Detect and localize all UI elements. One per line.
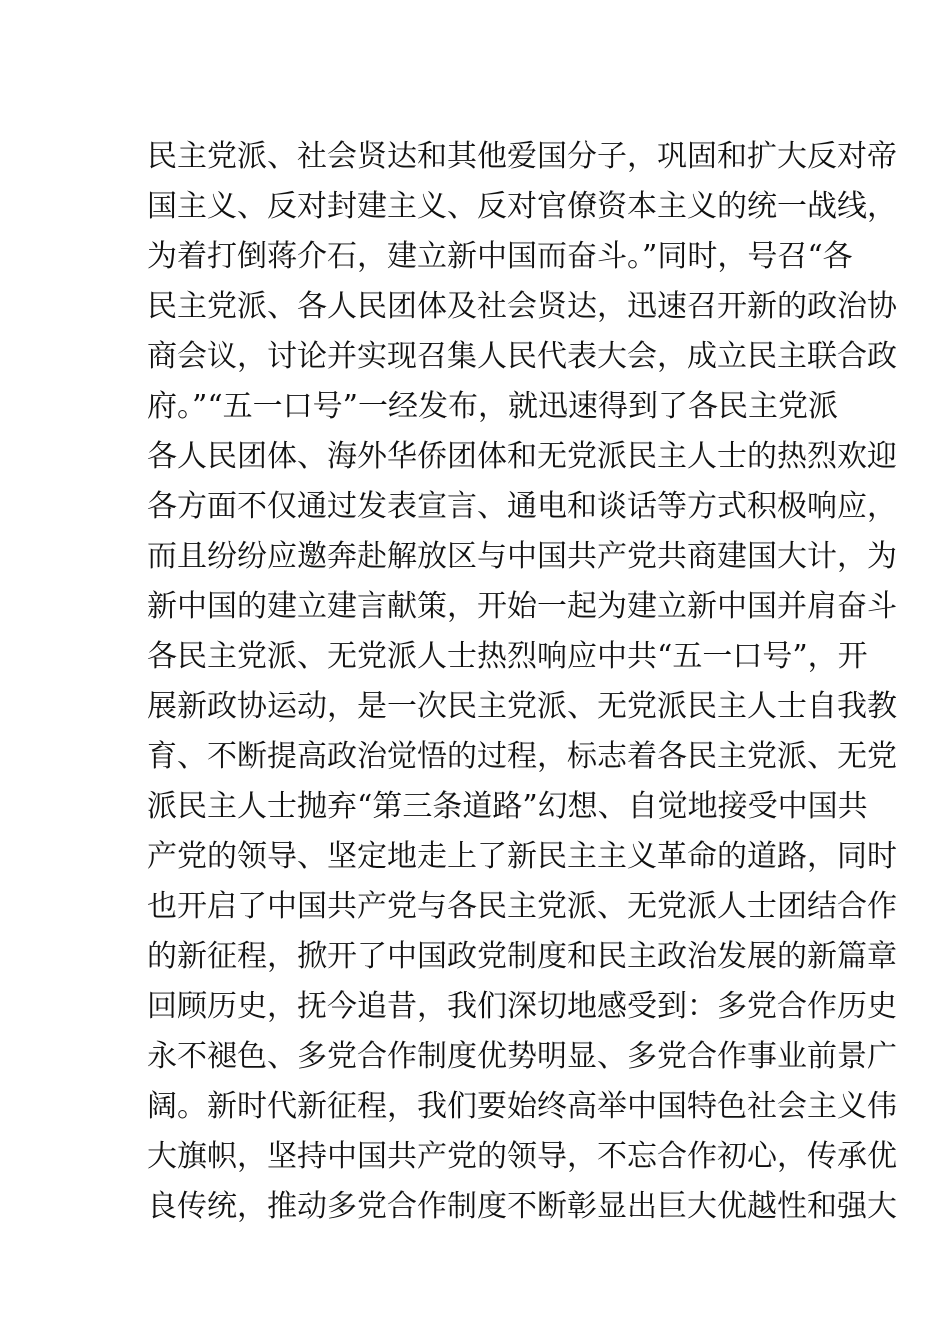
text-line: 也开启了中国共产党与各民主党派、无党派人士团结合作	[147, 889, 897, 924]
text-line: 回顾历史，抚今追昔，我们深切地感受到：多党合作历史	[147, 989, 897, 1024]
text-line: 民主党派、各人民团体及社会贤达，迅速召开新的政治协	[147, 289, 897, 324]
text-line: 为着打倒蒋介石，建立新中国而奋斗。”同时，号召“各	[147, 239, 853, 274]
text-line: 永不褪色、多党合作制度优势明显、多党合作事业前景广	[147, 1039, 897, 1074]
text-line: 国主义、反对封建主义、反对官僚资本主义的统一战线，	[147, 189, 897, 224]
text-line: 而且纷纷应邀奔赴解放区与中国共产党共商建国大计，为	[147, 539, 897, 574]
text-line: 派民主人士抛弃“第三条道路”幻想、自觉地接受中国共	[147, 789, 868, 824]
text-line: 商会议，讨论并实现召集人民代表大会，成立民主联合政	[147, 339, 897, 374]
text-line: 府。”“五一口号”一经发布，就迅速得到了各民主党派	[147, 389, 839, 424]
text-line: 良传统，推动多党合作制度不断彰显出巨大优越性和强大	[147, 1189, 897, 1224]
text-line: 产党的领导、坚定地走上了新民主主义革命的道路，同时	[147, 839, 897, 874]
text-line: 民主党派、社会贤达和其他爱国分子，巩固和扩大反对帝	[147, 139, 897, 174]
text-line: 新中国的建立建言献策，开始一起为建立新中国并肩奋斗	[147, 589, 897, 624]
text-line: 阔。新时代新征程，我们要始终高举中国特色社会主义伟	[147, 1089, 897, 1124]
text-line: 各方面不仅通过发表宣言、通电和谈话等方式积极响应，	[147, 489, 897, 524]
text-line: 展新政协运动，是一次民主党派、无党派民主人士自我教	[147, 689, 897, 724]
text-line: 的新征程，掀开了中国政党制度和民主政治发展的新篇章	[147, 939, 897, 974]
text-line: 各人民团体、海外华侨团体和无党派民主人士的热烈欢迎	[147, 439, 897, 474]
body-text	[147, 132, 897, 1232]
text-line: 各民主党派、无党派人士热烈响应中共“五一口号”，开	[147, 639, 868, 674]
text-line: 育、不断提高政治觉悟的过程，标志着各民主党派、无党	[147, 739, 897, 774]
text-line: 大旗帜，坚持中国共产党的领导，不忘合作初心，传承优	[147, 1139, 897, 1174]
